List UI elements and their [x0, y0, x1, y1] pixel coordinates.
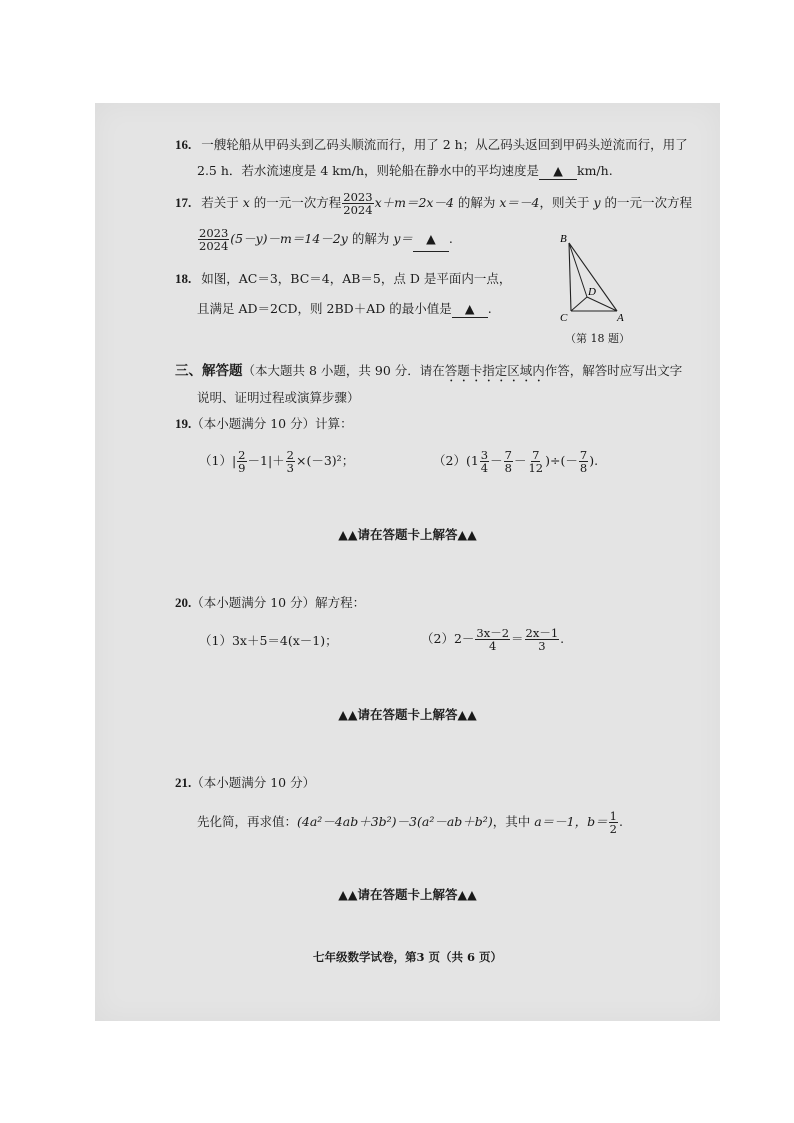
- fraction-numerator: 7: [532, 448, 540, 462]
- q20-heading: [175, 595, 365, 611]
- section3-desc-emphasis: 答题卡指定区域内: [444, 363, 545, 378]
- q16-line1: [175, 137, 688, 153]
- q19-frac: [286, 449, 295, 474]
- q17-text: 的解为: [457, 195, 496, 210]
- q18-text-line2: 且满足 AD＝2CD，则 2BD＋AD 的最小值是: [197, 301, 452, 316]
- q16-text-line2: 2.5 h．若水流速度是 4 km/h，则轮船在静水中的平均速度是: [197, 163, 539, 178]
- q17-text: 若关于: [201, 195, 239, 210]
- fraction-denominator: 2024: [343, 203, 373, 217]
- q19-part2-label: （2）: [433, 453, 466, 468]
- segment-ab: [569, 243, 617, 311]
- q21-answer-note: ▲▲请在答题卡上解答▲▲: [338, 887, 477, 902]
- fraction-denominator: 12: [528, 461, 544, 475]
- q20-part1: [199, 633, 338, 649]
- segment-bd: [569, 243, 587, 297]
- segment-bc: [569, 243, 571, 311]
- q19-frac: [579, 449, 588, 474]
- q17-text: 的一元一次方程: [604, 195, 692, 210]
- q18-triangle-figure: [557, 231, 637, 323]
- q19-expr: －: [490, 453, 503, 468]
- q19-part2: [433, 449, 598, 474]
- q20-expr: ＝: [511, 631, 524, 646]
- fraction-denominator: 2: [609, 822, 617, 836]
- label-b: B: [560, 233, 567, 245]
- q21-text: 先化简，再求值：: [197, 814, 298, 829]
- q20-expr: .: [560, 631, 565, 646]
- fraction-numerator: 3: [480, 448, 489, 462]
- q21-period: .: [618, 814, 623, 829]
- q21-expression: (4a²－4ab＋3b²)－3(a²－ab＋b²): [297, 814, 493, 829]
- q16-number: 16.: [175, 137, 192, 152]
- q19-expr: －: [513, 453, 527, 468]
- q17-fraction: [342, 191, 373, 216]
- fraction-numerator: 2x－1: [525, 626, 559, 640]
- q19-expr: (1: [465, 453, 479, 468]
- segment-cd: [571, 297, 587, 311]
- fraction-numerator: 7: [504, 448, 512, 462]
- label-a: A: [617, 312, 624, 323]
- q20-title: （本小题满分 10 分）解方程：: [191, 595, 366, 610]
- q16-unit: km/h.: [577, 163, 613, 178]
- q19-frac: [237, 449, 246, 474]
- q21-number: 21.: [175, 775, 192, 790]
- q21-title: （本小题满分 10 分）: [191, 775, 316, 790]
- fraction-numerator: 2: [238, 448, 246, 462]
- q20-expr: 2－: [453, 631, 475, 646]
- q17-period: .: [448, 231, 453, 246]
- fraction-numerator: 2023: [199, 226, 229, 240]
- label-c: C: [560, 312, 568, 323]
- q18-figure-caption: （第 18 题）: [565, 332, 630, 345]
- q19-expr: －1|＋: [247, 453, 285, 468]
- q20-part2-label: （2）: [421, 631, 454, 646]
- q19-expr: ×(－3)²；: [296, 453, 355, 468]
- fraction-denominator: 2024: [199, 239, 229, 253]
- fraction-numerator: 2: [286, 448, 294, 462]
- q17-text: ，则关于: [539, 195, 590, 210]
- q17-equation: x＋m＝2x－4: [374, 195, 454, 210]
- q17-equation-2: (5－y)－m＝14－2y: [230, 231, 348, 246]
- q19-frac: [480, 449, 489, 474]
- q21-text: ，其中: [492, 814, 531, 829]
- fraction-denominator: 3: [538, 639, 546, 653]
- q17-text: 的解为: [351, 231, 390, 246]
- q16-line2: [197, 163, 613, 180]
- q17-solution: x＝－4: [499, 195, 540, 210]
- q17-var-x: x: [242, 195, 250, 210]
- q20-number: 20.: [175, 595, 192, 610]
- q19-part1: [199, 449, 354, 474]
- q17-number: 17.: [175, 195, 192, 210]
- q19-expr: |: [231, 453, 237, 468]
- q21-body: [197, 809, 623, 835]
- section3-desc: （本大题共 8 小题，共 90 分．请在: [242, 363, 445, 378]
- section3-heading: [175, 363, 682, 385]
- q17-solution-label: y＝: [393, 231, 413, 246]
- q19-expr: ).: [589, 453, 599, 468]
- fraction-denominator: 4: [489, 639, 497, 653]
- q17-answer-blank: ▲: [413, 227, 449, 252]
- q16-text-line1: 一艘轮船从甲码头到乙码头顺流而行，用了 2 h；从乙码头返回到甲码头逆流而行，用了: [201, 137, 688, 152]
- q19-frac: [527, 449, 544, 474]
- label-d: D: [588, 286, 596, 298]
- fraction-numerator: 1: [609, 809, 617, 823]
- q18-text-line1: 如图，AC＝3，BC＝4，AB＝5，点 D 是平面内一点，: [201, 271, 512, 286]
- q19-number: 19.: [175, 416, 192, 431]
- q17-text: 的一元一次方程: [253, 195, 342, 210]
- q17-fraction-2: [198, 227, 229, 252]
- q18-period: .: [487, 301, 492, 316]
- q19-frac: [504, 449, 513, 474]
- exam-page: [95, 103, 720, 1021]
- q18-line1: [175, 271, 511, 287]
- q21-frac: [609, 810, 618, 835]
- q17-line1: [175, 191, 692, 216]
- q19-expr: )÷(－: [545, 453, 578, 468]
- fraction-denominator: 4: [480, 461, 489, 475]
- fraction-denominator: 8: [579, 461, 588, 475]
- q19-part1-label: （1）: [199, 453, 232, 468]
- q19-title: （本小题满分 10 分）计算：: [191, 416, 353, 431]
- fraction-numerator: 2023: [343, 190, 373, 204]
- q17-var-y: y: [593, 195, 601, 210]
- section3-desc-line2: 说明、证明过程或演算步骤）: [197, 390, 360, 405]
- page-footer: 七年级数学试卷，第3 页（共 6 页）: [312, 950, 502, 964]
- q20-answer-note: ▲▲请在答题卡上解答▲▲: [338, 707, 477, 722]
- q20-frac: [525, 627, 560, 652]
- section3-desc: 作答，解答时应写出文字: [544, 363, 683, 378]
- section3-title: 三、解答题: [175, 363, 243, 379]
- fraction-denominator: 3: [286, 461, 294, 475]
- fraction-numerator: 3x－2: [476, 626, 510, 640]
- q18-number: 18.: [175, 271, 192, 286]
- q21-condition: a＝－1，b＝: [534, 814, 608, 829]
- fraction-denominator: 9: [238, 461, 246, 475]
- q19-heading: [175, 416, 353, 432]
- q18-answer-blank: ▲: [452, 301, 488, 318]
- q20-frac: [475, 627, 510, 652]
- fraction-denominator: 8: [504, 461, 512, 475]
- fraction-numerator: 7: [579, 448, 588, 462]
- q16-answer-blank: ▲: [539, 163, 577, 180]
- q19-answer-note: ▲▲请在答题卡上解答▲▲: [338, 527, 477, 542]
- q18-line2: [197, 301, 492, 318]
- q20-equation-1: 3x＋5＝4(x－1)；: [231, 633, 338, 648]
- q20-part2: [421, 625, 564, 653]
- q21-heading: [175, 775, 315, 791]
- q20-part1-label: （1）: [199, 633, 232, 648]
- q17-line2: [197, 227, 453, 252]
